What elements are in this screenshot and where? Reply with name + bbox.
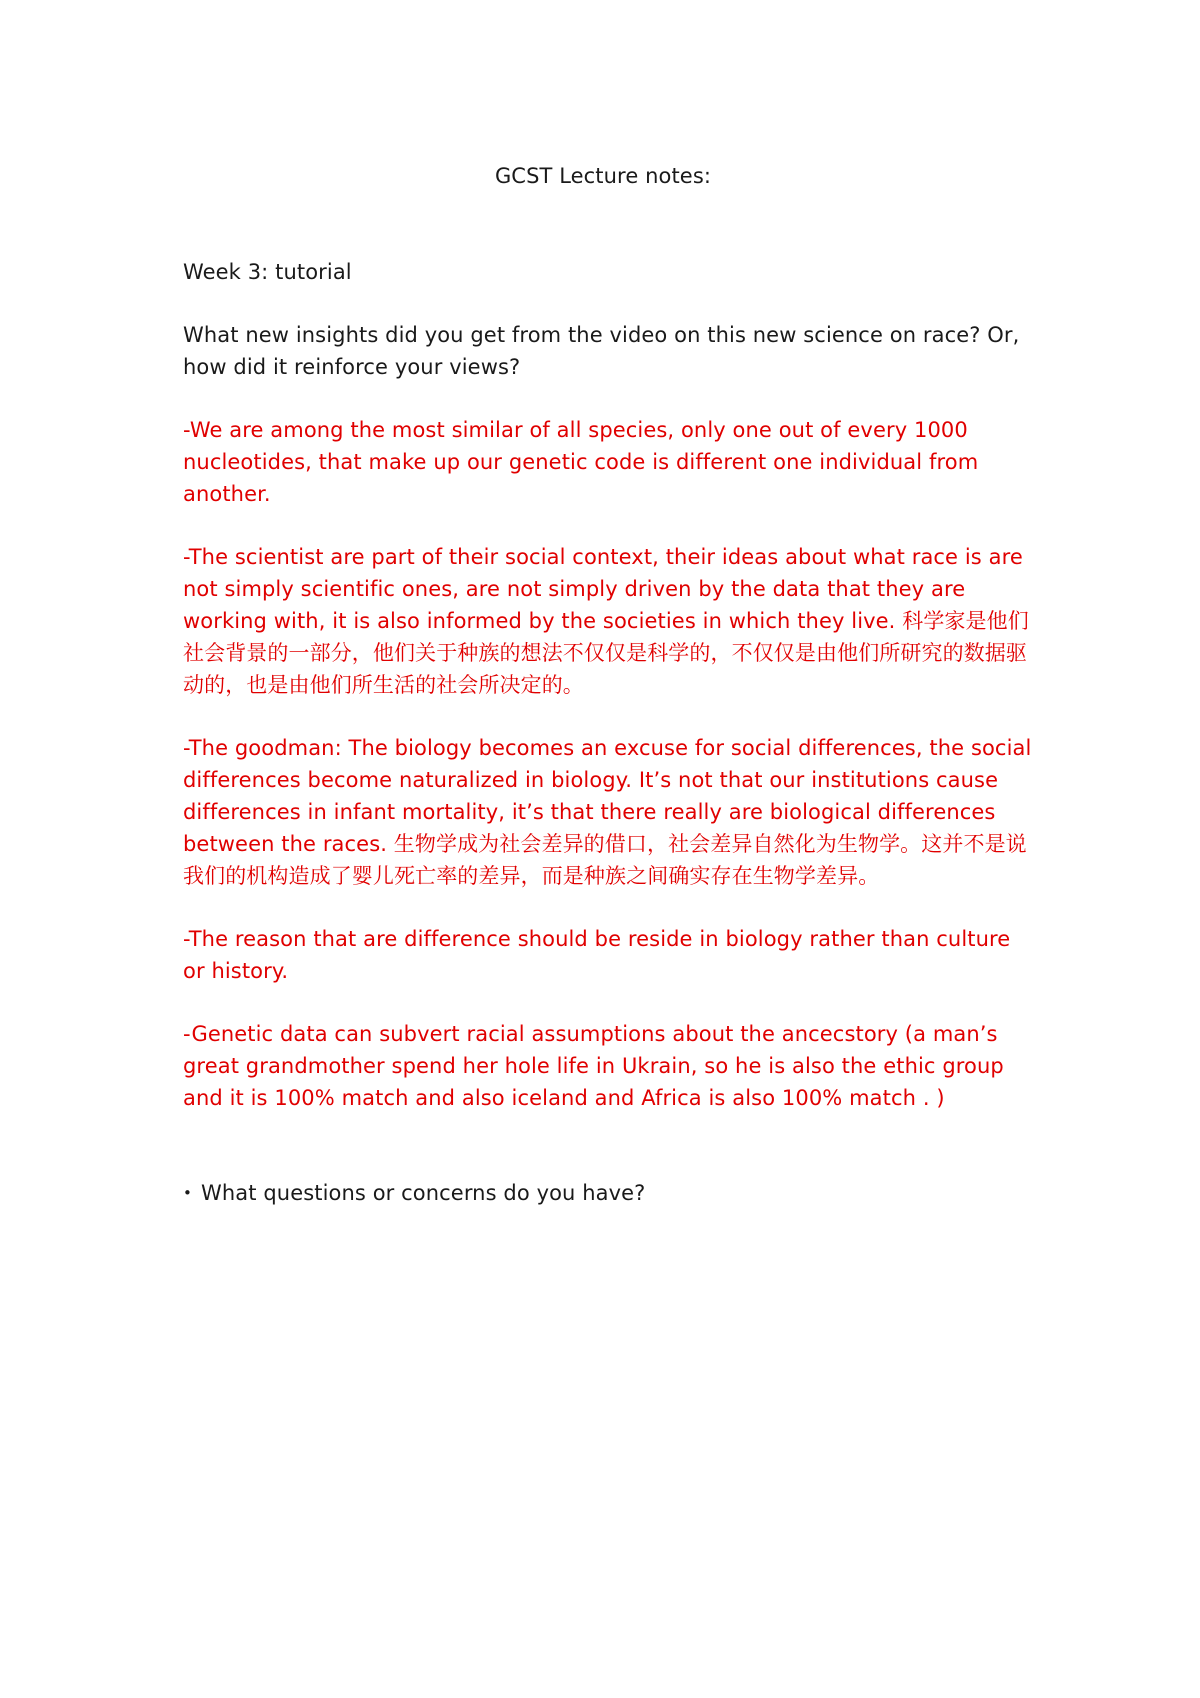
answer-paragraph-1: -We are among the most similar of all species, only one out of every 1000 nucleotides, that make up our genetic code is different one individual from another. — [183, 418, 979, 506]
answer-paragraph-3: -The goodman: The biology becomes an excuse for social differences, the social differences become naturalized in biology. It’s not that our institutions cause differences in infant mortality, it’s that there really are biological differences between the races. 生物学成为社会差异的借口，社会差异自然化为生物学。这并不是说我们的机构造成了婴儿死亡率的差异，而是种族之间确实存在生物学差异。 — [183, 736, 1032, 888]
week-heading: Week 3: tutorial — [183, 260, 352, 284]
blank-line — [183, 1145, 1033, 1177]
answer-paragraph-5: -Genetic data can subvert racial assumptions about the ancecstory (a man’s great grandmother spend her hole life in Ukrain, so he is also the ethic group and it is 100% match and also iceland and Africa is also 100% match . ) — [183, 1022, 1004, 1110]
followup-question: What questions or concerns do you have? — [201, 1181, 646, 1205]
bullet-icon: • — [183, 1184, 192, 1202]
tutorial-question: What new insights did you get from the video on this new science on race? Or, how did it reinforce your views? — [183, 323, 1020, 379]
answer-paragraph-2: -The scientist are part of their social context, their ideas about what race is are not simply scientific ones, are not simply driven by the data that they are working with, it is also informed by the societies in which they live. 科学家是他们社会背景的一部分，他们关于种族的想法不仅仅是科学的，不仅仅是由他们所研究的数据驱动的，也是由他们所生活的社会所决定的。 — [183, 545, 1029, 697]
followup-list-item — [183, 1177, 1033, 1209]
page-title: GCST Lecture notes: — [494, 164, 712, 188]
answer-paragraph-4: -The reason that are difference should be reside in biology rather than culture or history. — [183, 927, 1011, 983]
document-content — [183, 160, 1033, 1209]
